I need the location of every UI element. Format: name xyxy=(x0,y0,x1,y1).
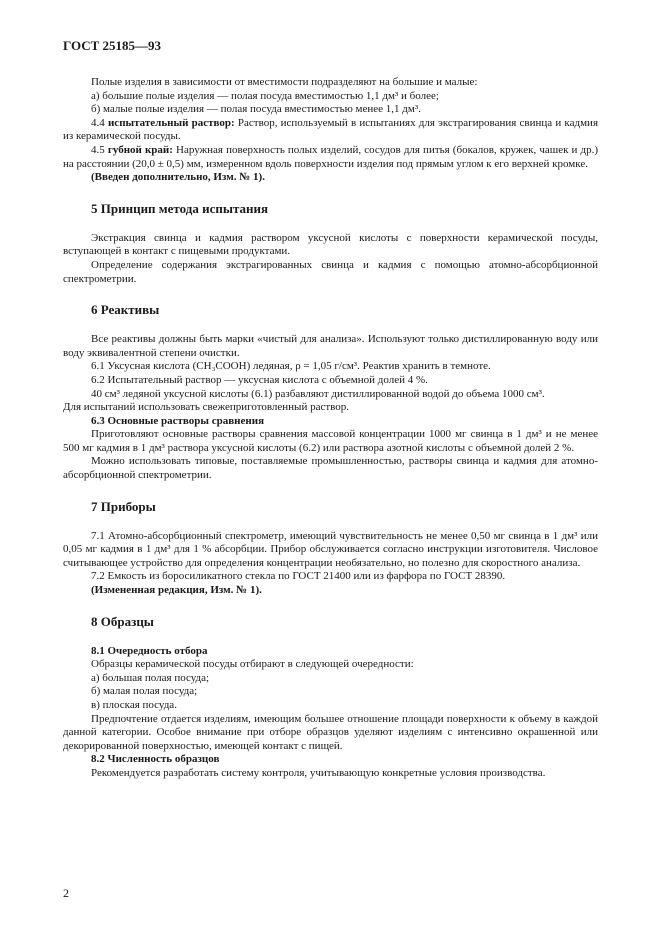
paragraph: Можно использовать типовые, поставляемые промышленностью, растворы свинца и кадмия для атомно-абсорбционной спектрометрии. xyxy=(63,455,598,482)
paragraph: Предпочтение отдается изделиям, имеющим большее отношение площади поверхности к объему в каждой данной категории. Особое внимание при отборе образцов уделяют изделиям с интенсивно окрашенной или декорированной поверхностью, имеющей контакт с пищей. xyxy=(63,712,598,752)
clause-7-1: 7.1 Атомно-абсорбционный спектрометр, имеющий чувствительность не менее 0,50 мг свинца в 1 дм³ или 0,05 мг кадмия в 1 дм³ для 1 % абсорбции. Прибор обслуживается согласно инструкции изготовителя. Числовое считывающее устройство для определения концентрации необязательно, но полезно для скоростного анализа. xyxy=(63,529,598,569)
document-body xyxy=(63,76,598,781)
list-item: б) малая полая посуда; xyxy=(91,685,198,698)
page-number: 2 xyxy=(63,886,69,900)
list-item: а) большая полая посуда; xyxy=(91,671,210,684)
term-lip-rim: губной край: xyxy=(107,143,173,156)
paragraph: Приготовляют основные растворы сравнения массовой концентрации 1000 мг свинца в 1 дм³ и не менее 500 мг кадмия в 1 дм³ раствора уксусной кислоты (6.2) или раствора азотной кислоты с объемной долей 2 %. xyxy=(63,428,598,454)
definition-text: Наружная поверхность полых изделий, сосудов для питья (бокалов, кружек, чашек и др.) на расстоянии (20,0 ± 0,5) мм, измеренном вдоль поверхности изделия под прямым углом к его верхней кромке. xyxy=(63,143,599,170)
term-test-solution: испытательный раствор: xyxy=(107,116,235,129)
paragraph-hollow: Полые изделия в зависимости от вместимости подразделяют на большие и малые: xyxy=(91,76,478,88)
section-6-title: 6 Реактивы xyxy=(91,302,160,318)
definition-text: Раствор, используемый в испытаниях для экстрагирования свинца и кадмия из керамической посуды. xyxy=(63,116,599,143)
amendment-note: (Измененная редакция, Изм. № 1). xyxy=(91,584,262,597)
standard-header: ГОСТ 25185—93 xyxy=(63,38,162,53)
amendment-note: (Введен дополнительно, Изм. № 1). xyxy=(91,171,265,184)
list-item: в) плоская посуда. xyxy=(91,699,177,711)
paragraph: Образцы керамической посуды отбирают в следующей очередности: xyxy=(91,658,414,671)
clause-6-3-heading: 6.3 Основные растворы сравнения xyxy=(91,414,265,427)
clause-6-2: 6.2 Испытательный раствор — уксусная кислота с объемной долей 4 %. xyxy=(91,373,428,386)
clause-number: 4.5 xyxy=(91,143,105,156)
section-5-title: 5 Принцип метода испытания xyxy=(91,200,269,216)
paragraph: Рекомендуется разработать систему контроля, учитывающую конкретные условия производства. xyxy=(91,766,546,779)
definition-4-5 xyxy=(63,144,598,171)
clause-8-2-heading: 8.2 Численность образцов xyxy=(91,753,220,766)
definition-4-4 xyxy=(63,117,598,144)
section-8-title: 8 Образцы xyxy=(91,613,154,629)
paragraph: Определение содержания экстрагированных свинца и кадмия с помощью атомно-абсорбционной спектрометрии. xyxy=(63,258,598,285)
paragraph: Все реактивы должны быть марки «чистый для анализа». Используют только дистиллированную воду или воду эквивалентной степени очистки. xyxy=(63,333,598,359)
clause-8-1-heading: 8.1 Очередность отбора xyxy=(91,644,208,657)
list-item-hollow-a: а) большие полые изделия — полая посуда вместимостью 1,1 дм³ и более; xyxy=(91,89,439,102)
section-7-title: 7 Приборы xyxy=(91,498,156,514)
list-item-hollow-b: б) малые полые изделия — полая посуда вместимостью менее 1,1 дм³. xyxy=(91,103,421,116)
clause-6-1: 6.1 Уксусная кислота (CH₃COOH) ледяная, ρ = 1,05 г/см³. Реактив хранить в темноте. xyxy=(91,360,491,373)
paragraph: 40 см³ ледяной уксусной кислоты (6.1) разбавляют дистиллированной водой до объема 1000 см³. xyxy=(91,387,545,400)
clause-number: 4.4 xyxy=(91,116,105,129)
paragraph: Для испытаний использовать свежеприготовленный раствор. xyxy=(63,401,350,414)
paragraph: Экстракция свинца и кадмия раствором уксусной кислоты с поверхности керамической посуды, вступающей в контакт с пищевыми продуктами. xyxy=(63,231,598,258)
clause-7-2: 7.2 Емкость из боросиликатного стекла по ГОСТ 21400 или из фарфора по ГОСТ 28390. xyxy=(91,570,506,583)
